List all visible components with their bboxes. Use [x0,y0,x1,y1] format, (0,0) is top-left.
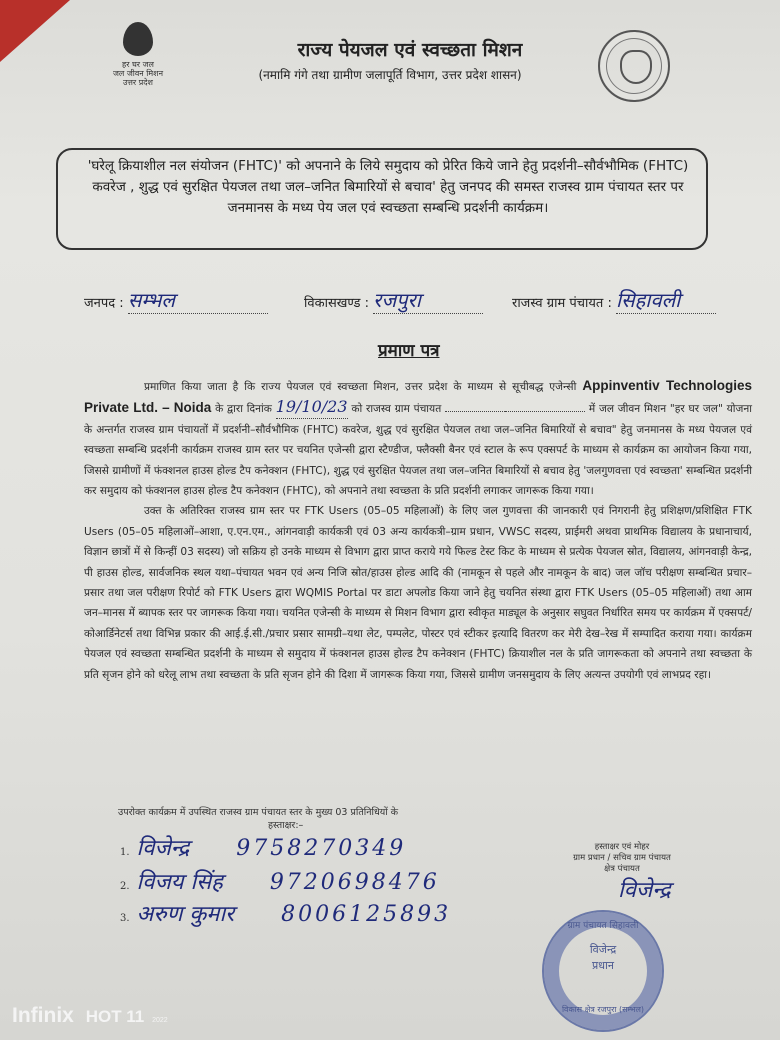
program-description-text: 'घरेलू क्रियाशील नल संयोजन (FHTC)' को अपनाने के लिये समुदाय को प्रेरित किये जाने हेतु प्रदर्शनी–सौर्वभौमिक (FHTC) कवरेज , शुद्ध एवं सुरक्षित पेयजल तथा जल–जनित बिमारियों से बचाव' हेतु जनपद की समस्त राजस्व ग्राम पंचायत स्तर पर जनमानस के मध्य पेय जल एवं स्वच्छता सम्बन्धि प्रदर्शनी कार्यक्रम। [87,158,689,216]
gram-panchayat-field [512,286,716,314]
body-paragraph-2 [84,501,752,685]
watermark-year: 2022 [152,1017,168,1024]
body-p1-b: के द्वारा दिनांक [215,403,272,416]
representative-phone: 8006125893 [281,902,452,927]
representative-number: 3. [120,913,130,924]
representative-row [120,898,451,928]
representative-phone: 9758270349 [236,836,407,861]
up-government-seal-icon [598,30,670,102]
gram-panchayat-stamp [542,910,664,1032]
body-p2: उक्त के अतिरिक्त राजस्व ग्राम स्तर पर FTK Users (05–05 महिलाओं) के लिए जल गुणवत्ता की जानकारी एवं निगरानी हेतु प्रशिक्षण/प्रशिक्षित FTK Users (05–05 महिलाओं–आशा, ए.एन.एम., आंगनवाड़ी कार्यकत्री एवं 03 अन्य कार्यकत्री–ग्राम प्रधान, VWSC सदस्य, प्राईमरी अथवा प्राथमिक विद्यालय के प्रधानाचार्य, विज्ञान छात्रों में से किन्हीं 03 सदस्य) जो सक्रिय हो उनके माध्यम से विभाग द्वारा प्राप्त कराये गये फिल्ड टेस्ट किट के माध्यम से प्रत्येक पेयजल स्रोत, विद्यालय, आंगनवाड़ी केन्द्र, पी हाउस होल्ड, सार्वजनिक स्थल यथा–पंचायत भवन एवं अन्य निजि स्रोत/हाउस होल्ड आदि की (नामकून से पहले और नामकून के बाद) जल जॉच परीक्षण सम्बन्धित प्रचार–प्रसार तथा जल परीक्षण रिपोर्ट को FTK Users द्वारा WQMIS Portal पर डाटा अपलोड किया जाने हेतु चयनित संस्था द्वारा FTK Users (05–05 महिलाओं) तथा आम जन–मानस में ब्यापक स्तर पर जागरूक किया गया। चयनित एजेन्सी के माध्यम से मिशन विभाग द्वारा स्वीकृत माड्यूल के अनुसार सघुवत निर्धारित समय पर कार्यक्रम में एक्सपर्ट/कोआर्डिनेटर्स तथा विभिन्न प्रकार की आई.ई.सी./प्रचार प्रसार सामग्री–यथा लेट, पम्पलेट, पोस्टर एवं स्टीकर इत्यादि वितरण कर मेरी देख–रेख में सम्पादित कराया गया। कार्यक्रम पेयजल एवं स्वच्छता सम्बन्धित प्रदर्शनी के माध्यम से समुदाय में फंक्शनल हाउस होल्ड टैप कनेक्शन (FHTC) क्रियाशील नल के प्रति जागरूकता को अपनाने तथा स्वच्छता के प्रति सृजन होने को धरेलू लाभ तथा स्वच्छता के प्रति सृजन होने की दिशा में जागरूक किया गया, जिससे ग्रामीण जनसमुदाय के लिए अत्यन्त उपयोगी एवं लाभप्रद रहा। [84,505,752,681]
representative-name: अरुण कुमार [136,902,235,927]
block-value: रजपुरा [373,286,483,314]
body-paragraph-1 [84,376,752,501]
seal-emblem-icon [620,50,652,84]
block-field [304,286,483,314]
water-drop-icon [123,22,153,56]
mission-title: राज्य पेयजल एवं स्वच्छता मिशन [297,39,523,61]
pradhan-signature: विजेन्द्र [618,878,671,903]
logo-caption: हर घर जल जल जीवन मिशन उत्तर प्रदेश [112,60,164,87]
representatives-intro-line-2: हस्ताक्षर:– [268,820,304,831]
representative-phone: 9720698476 [269,870,440,895]
representative-row [120,866,440,896]
watermark-brand: Infinix [12,1004,74,1027]
stamp-arc-text: ग्राम पंचायत सिहावली [567,921,639,931]
gram-panchayat-value: सिहावली [616,286,716,314]
body-p1-a: प्रमाणित किया जाता है कि राज्य पेयजल एवं स्वच्छता मिशन, उत्तर प्रदेश के माध्यम से सूचीबद्ध एजेन्सी [144,381,577,393]
background-corner [0,0,70,62]
representative-number: 2. [120,881,130,892]
watermark-model: HOT 11 [85,1007,145,1026]
camera-watermark [12,1004,168,1028]
body-p1-c: को राजस्व ग्राम पंचायत [351,403,442,416]
representatives-intro-line-1: उपरोक्त कार्यक्रम में उपस्थित राजस्व ग्राम पंचायत स्तर के मुख्य 03 प्रतिनिधियों के [118,807,399,818]
har-ghar-jal-logo [100,18,176,98]
program-date: 19/10/23 [276,397,348,418]
certificate-body [84,376,752,685]
block-label: विकासखण्ड : [304,296,370,311]
signatory-caption: हस्ताक्षर एवं मोहर ग्राम प्रधान / सचिव ग्राम पंचायत क्षेत्र पंचायत [573,842,671,874]
district-field [84,286,268,314]
agency-name: Appinventiv Technologies Private Ltd. – Noida [84,378,752,416]
district-value: सम्भल [128,286,268,314]
mission-subtitle: (नमामि गंगे तथा ग्रामीण जलापूर्ति विभाग, उत्तर प्रदेश शासन) [258,68,522,82]
district-label: जनपद : [84,296,124,311]
certificate-title: प्रमाण पत्र [378,341,440,361]
representatives-intro [118,806,538,832]
stamp-center-text: विजेन्द्र प्रधान [589,943,617,972]
gram-panchayat-label: राजस्व ग्राम पंचायत : [512,296,612,311]
representative-row [120,832,406,862]
body-p1-d: में जल जीवन मिशन "हर घर जल" योजना के अन्तर्गत राजस्व ग्राम पंचायतों में प्रदर्शनी–सौर्वभौमिक (FHTC) कवरेज, शुद्ध एवं सुरक्षित पेयजल तथा जल–जनित बिमारियों से बचाव" हेतु जनमानस के मध्य पेयजल एवं स्वच्छता सम्बन्धि प्रदर्शनी कार्यक्रम राजस्व ग्राम स्तर पर चयनित एजेन्सी द्वारा स्टैण्डीज, फ्लैक्सी बैनर एवं स्टाल के रूप एक्सपर्ट के माध्यम से कार्यक्रम का आयोजन किया गया, जिससे ग्रामीणों में फंक्शनल हाउस होल्ड टैप कनेक्शन (FHTC), शुद्ध एवं सुरक्षित पेयजल तथा जल–जनित बिमारियों से बचाव हेतु 'जलगुणवत्ता एवं स्वच्छता' सम्बन्धित प्रदर्शनी कर समुदाय को फंक्शनल हाउस होल्ड टैप कनेक्शन (FHTC), को अपनाने तथा स्वच्छता के प्रति प्रदर्शनी लगाकर जागरूक किया गया। [84,403,753,498]
representative-number: 1. [120,847,130,858]
stamp-bottom-text: विकास क्षेत्र रजपुरा (सम्भल) [561,1005,645,1014]
representative-name: विजेन्द्र [136,836,190,861]
representative-name: विजय सिंह [136,870,223,895]
